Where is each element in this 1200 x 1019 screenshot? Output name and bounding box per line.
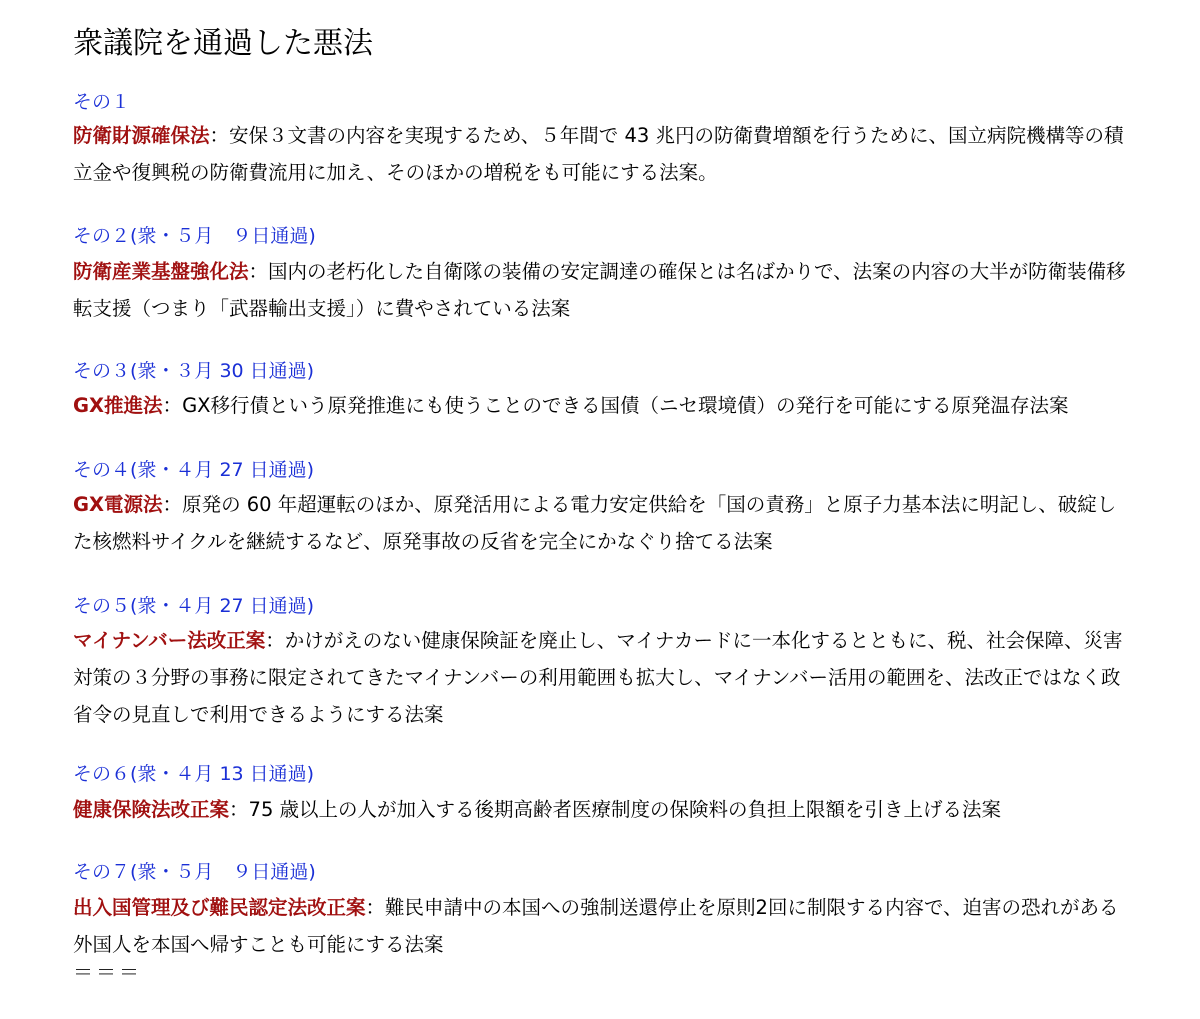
law-description: 難民申請中の本国への強制送還停止を原則2回に制限する内容で、迫害の恐れがある外国人を本国へ帰すことも可能にする法案 [73,896,1119,956]
law-name: GX推進法 [73,394,163,417]
law-name: マイナンバー法改正案 [73,629,266,652]
entry-label: その６(衆・４月 13 日通過) [73,763,315,785]
entry-body [73,253,1133,327]
law-name: 出入国管理及び難民認定法改正案 [73,896,366,919]
entry-label: その１ [73,91,131,113]
entry-label: その３(衆・３月 30 日通過) [73,360,315,382]
separator: ： [229,798,249,821]
separator: ： [248,260,269,283]
law-name: 健康保険法改正案 [73,798,230,821]
law-name: 防衛産業基盤強化法 [73,260,249,283]
page-title: 衆議院を通過した悪法 [73,26,373,61]
separator: ： [365,896,386,919]
law-description: 原発の 60 年超運転のほか、原発活用による電力安定供給を「国の責務」と原子力基本法に明記し、破綻した核燃料サイクルを継続するなど、原発事故の反省を完全にかなぐり捨てる法案 [73,493,1117,553]
law-name: GX電源法 [73,493,163,516]
separator: ： [162,493,183,516]
entry-label: その５(衆・４月 27 日通過) [73,595,315,617]
entry-body [73,387,1133,424]
law-description: かけがえのない健康保険証を廃止し、マイナカードに一本化するとともに、税、社会保障、災害対策の３分野の事務に限定されてきたマイナンバーの利用範囲も拡大し、マイナンバー活用の範囲を、法改正ではなく政省令の見直しで利用できるようにする法案 [73,629,1123,726]
entry-body [73,622,1133,733]
entry-body [73,889,1133,963]
entry-label: その７(衆・５月 ９日通過) [73,861,316,883]
law-description: 安保３文書の内容を実現するため、５年間で 43 兆円の防衛費増額を行うために、国立病院機構等の積立金や復興税の防衛費流用に加え、そのほかの増税をも可能にする法案。 [73,124,1124,184]
separator: ： [209,124,230,147]
law-name: 防衛財源確保法 [73,124,210,147]
law-description: 国内の老朽化した自衛隊の装備の安定調達の確保とは名ばかりで、法案の内容の大半が防衛装備移転支援（つまり「武器輸出支援」）に費やされている法案 [73,260,1126,320]
section-divider: ＝＝＝ [73,960,142,984]
entry-body [73,117,1133,191]
entry-body [73,791,1133,828]
separator: ： [265,629,285,652]
law-description: 75 歳以上の人が加入する後期高齢者医療制度の保険料の負担上限額を引き上げる法案 [248,798,1002,821]
entry-label: その４(衆・４月 27 日通過) [73,459,315,481]
separator: ： [162,394,183,417]
entry-body [73,486,1133,560]
law-description: GX移行債という原発推進にも使うことのできる国債（ニセ環境債）の発行を可能にする原発温存法案 [182,394,1069,417]
entry-label: その２(衆・５月 ９日通過) [73,225,316,247]
